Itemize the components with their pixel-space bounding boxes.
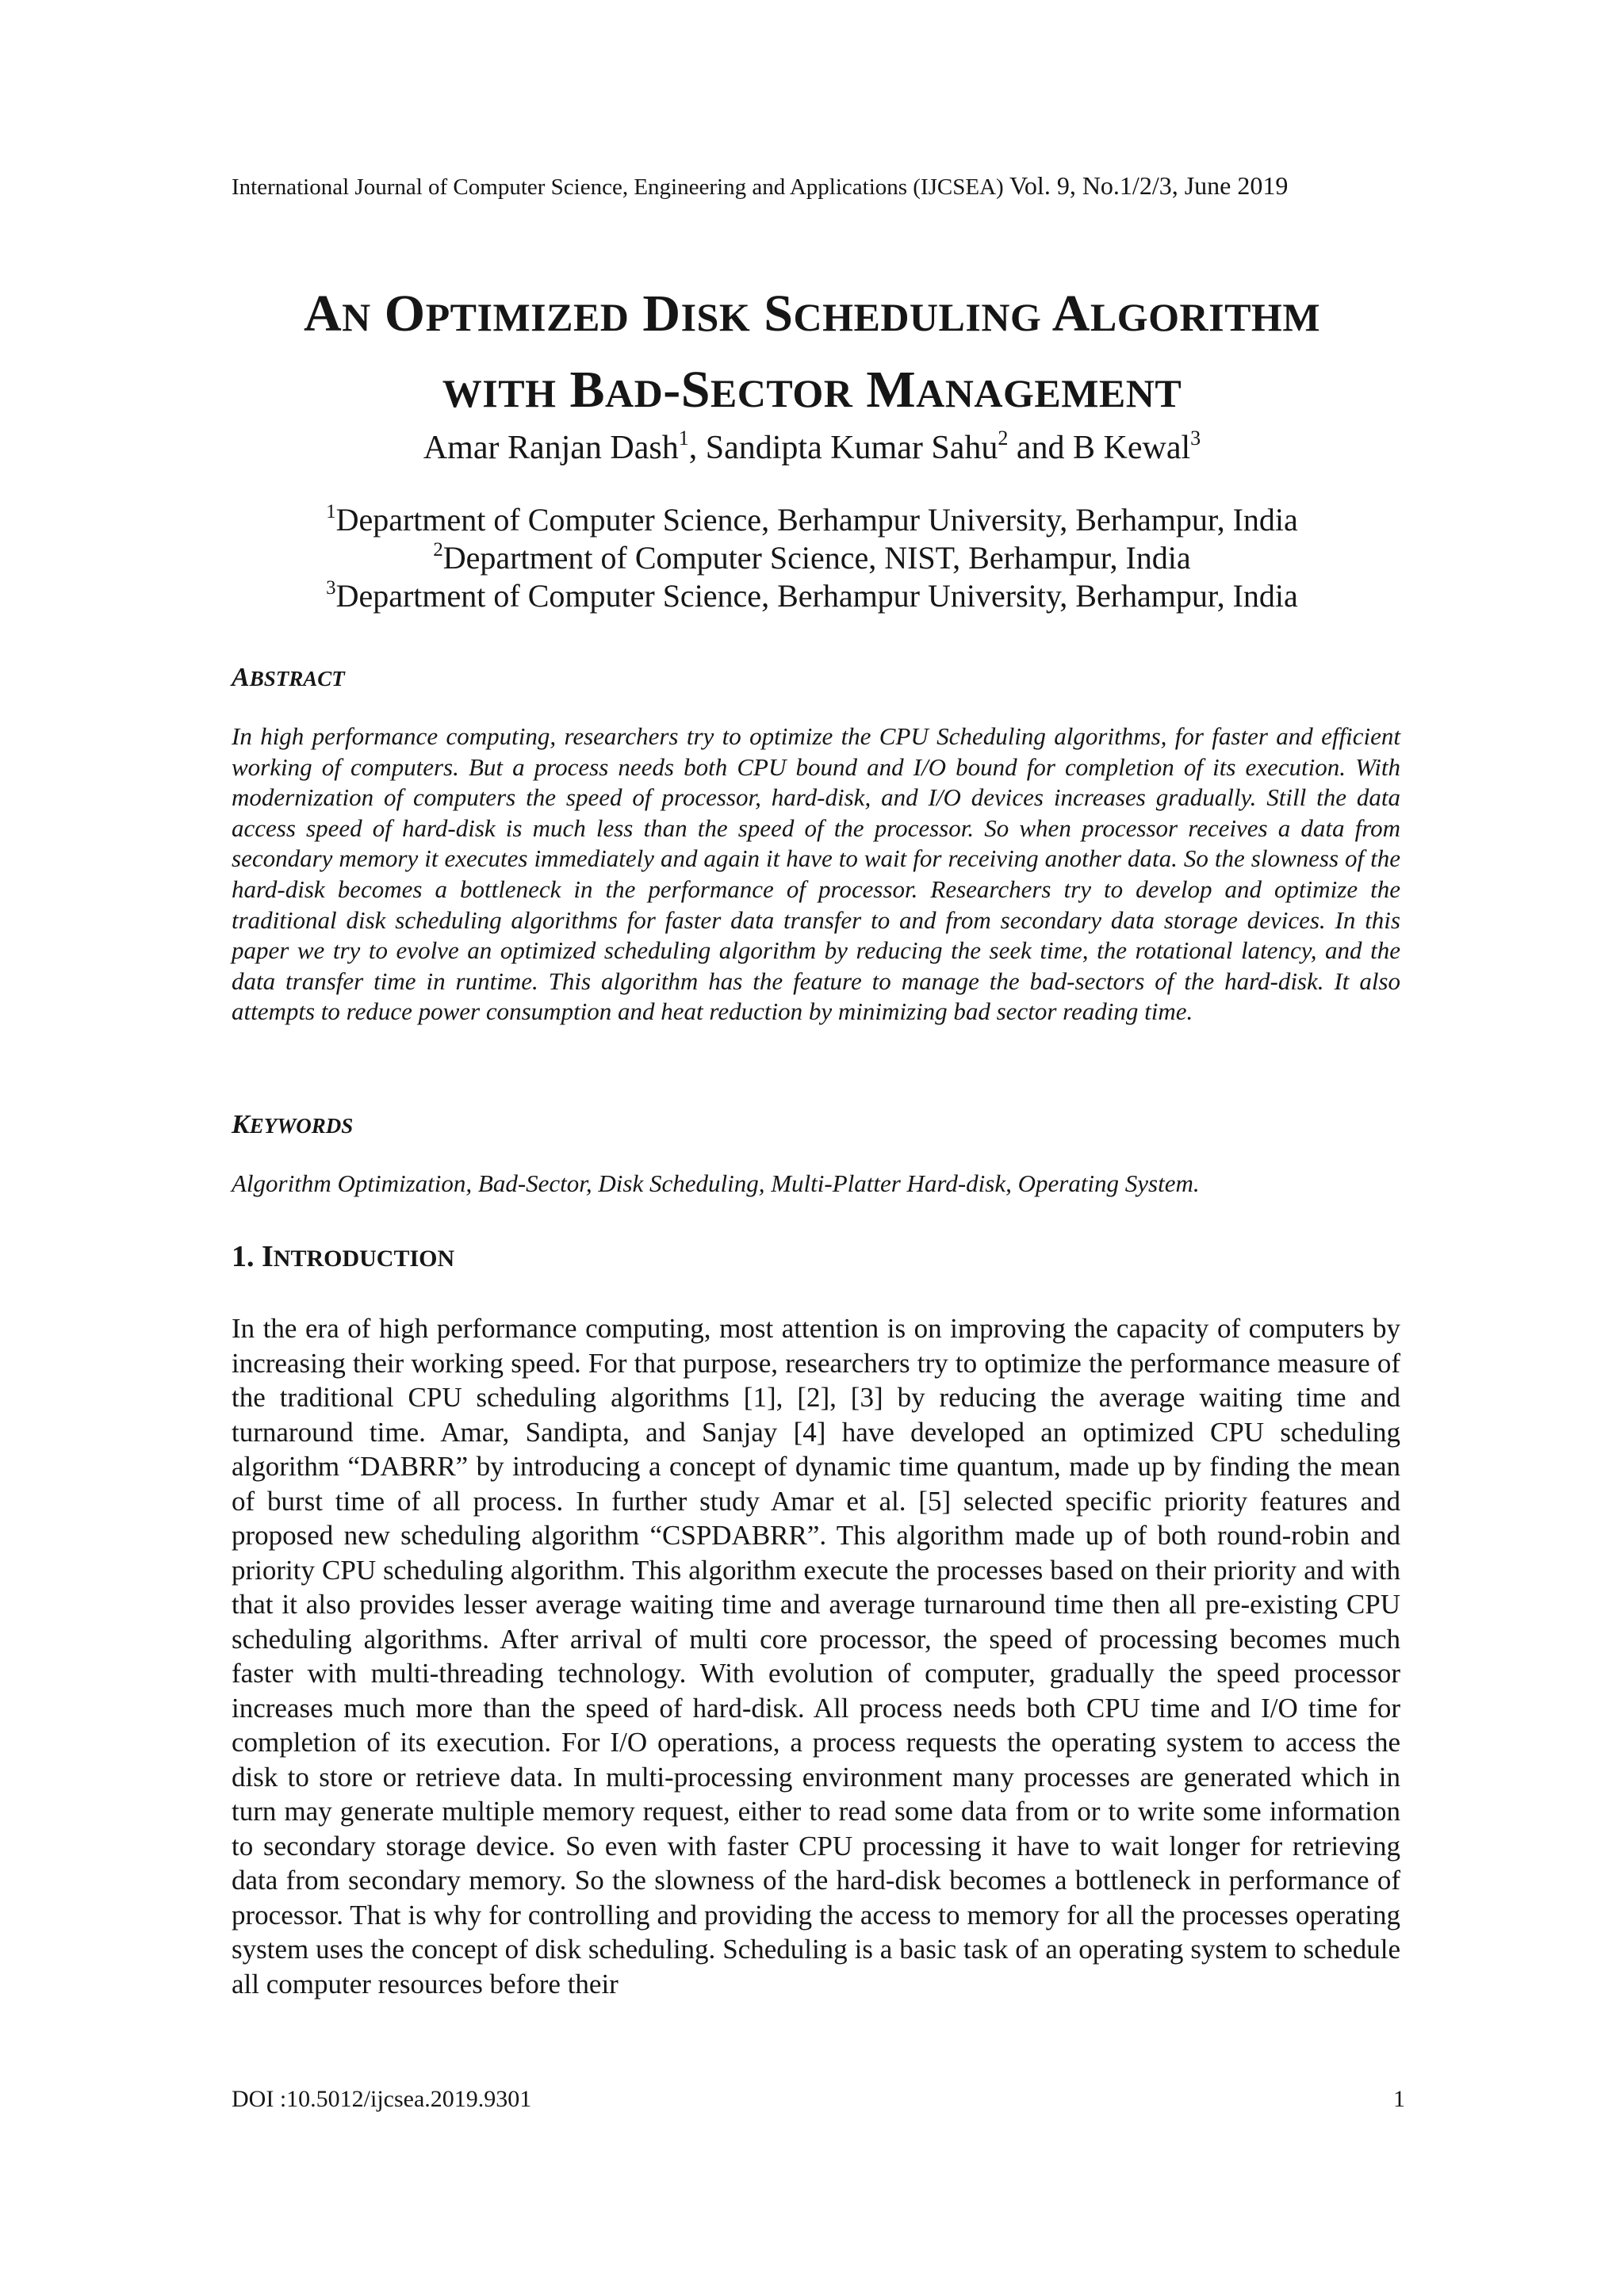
title-word: SCHEDULING [764, 285, 1042, 342]
journal-volume: Vol. 9, No.1/2/3, June 2019 [1009, 171, 1289, 200]
title-line-1 [198, 277, 1426, 354]
author-list [198, 424, 1426, 472]
title-word: WITH [442, 371, 557, 415]
affiliation: $^1$Department of Computer Science, Berhampur University, Berhampur, India [326, 500, 1298, 538]
title-word: MANAGEMENT [866, 361, 1182, 419]
introduction-text: In the era of high performance computing, most attention is on improving the capacity of computers by increasing their working speed. For that purpose, researchers try to optimize the performance measure of the traditional CPU scheduling algorithms [1], [2], [3] by reducing the average waiting time and turnaround time. Amar, Sandipta, and Sanjay [4] have developed an optimized CPU scheduling algorithm “DABRR” by introducing a concept of dynamic time quantum, made up by finding the mean of burst time of all process. In further study Amar et al. [5] selected specific priority features and proposed new scheduling algorithm “CSPDABRR”. This algorithm made up of both round-robin and priority CPU scheduling algorithm. This algorithm execute the processes based on their priority and with that it also provides lesser average waiting time and average turnaround time then all pre-existing CPU scheduling algorithms. After arrival of multi core processor, the speed of processing becomes much faster with multi-threading technology. With evolution of computer, gradually the speed processor increases much more than the speed of hard-disk. All process needs both CPU time and I/O time for completion of its execution. For I/O operations, a process requests the operating system to access the disk to store or retrieve data. In multi-processing environment many processes are generated which in turn may generate multiple memory request, either to read some data from or to write some information to secondary storage device. So even with faster CPU processing it have to wait longer for retrieving data from secondary memory. So the slowness of the hard-disk becomes a bottleneck in performance of processor. That is why for controlling and providing the access to memory for all the processes operating system uses the concept of disk scheduling. Scheduling is a basic task of an operating system to schedule all computer resources before their [232, 1313, 1400, 1999]
introduction-heading: 1. INTRODUCTION [232, 1240, 455, 1273]
affiliation: $^2$Department of Computer Science, NIST, Berhampur, India [433, 538, 1191, 576]
title-word: OPTIMIZED [384, 285, 630, 342]
title-word: ALGORITHM [1051, 285, 1321, 342]
abstract-text: In high performance computing, researchers try to optimize the CPU Scheduling algorithms, for faster and efficient working of computers. But a process needs both CPU bound and I/O bound for completion of its execution. With modernization of computers the speed of processor, hard-disk, and I/O devices increases gradually. Still the data access speed of hard-disk is much less than the speed of the processor. So when processor receives a data from secondary memory it executes immediately and again it have to wait for receiving another data. So the slowness of the hard-disk becomes a bottleneck in the performance of processor. Researchers try to develop and optimize the traditional disk scheduling algorithms for faster data transfer to and from secondary data storage devices. In this paper we try to evolve an optimized scheduling algorithm by reducing the seek time, the rotational latency, and the data transfer time in runtime. This algorithm has the feature to manage the bad-sectors of the hard-disk. It also attempts to reduce power consumption and heat reduction by minimizing bad sector reading time. [232, 722, 1400, 1026]
footer-doi: DOI :10.5012/ijcsea.2019.9301 [232, 2086, 532, 2112]
author-name: Amar Ranjan Dash [423, 430, 679, 466]
affiliation: $^3$Department of Computer Science, Berhampur University, Berhampur, India [326, 576, 1298, 614]
journal-name: International Journal of Computer Science, Engineering and Applications (IJCSEA) [232, 174, 1004, 200]
author-separator: and [1008, 430, 1074, 466]
title-word: AN [303, 285, 371, 342]
running-header [232, 171, 1405, 201]
author-separator: , [688, 430, 706, 466]
author-name: B Kewal [1073, 430, 1191, 466]
page-number: 1 [1393, 2086, 1405, 2112]
abstract-heading: ABSTRACT [232, 663, 345, 692]
author-affil-mark: 2 [998, 427, 1009, 450]
keywords-heading: KEYWORDS [232, 1110, 354, 1139]
author-affil-mark: 3 [1190, 427, 1201, 450]
title-line-2 [198, 354, 1426, 430]
title-word: BAD-SECTOR [569, 361, 853, 419]
title-word: DISK [642, 285, 751, 342]
author-name: Sandipta Kumar Sahu [705, 430, 998, 466]
affiliation-list [198, 501, 1426, 615]
paper-title [198, 277, 1426, 430]
author-affil-mark: 1 [678, 427, 689, 450]
keywords-text: Algorithm Optimization, Bad-Sector, Disk Scheduling, Multi-Platter Hard-disk, Operating System. [232, 1169, 1200, 1197]
